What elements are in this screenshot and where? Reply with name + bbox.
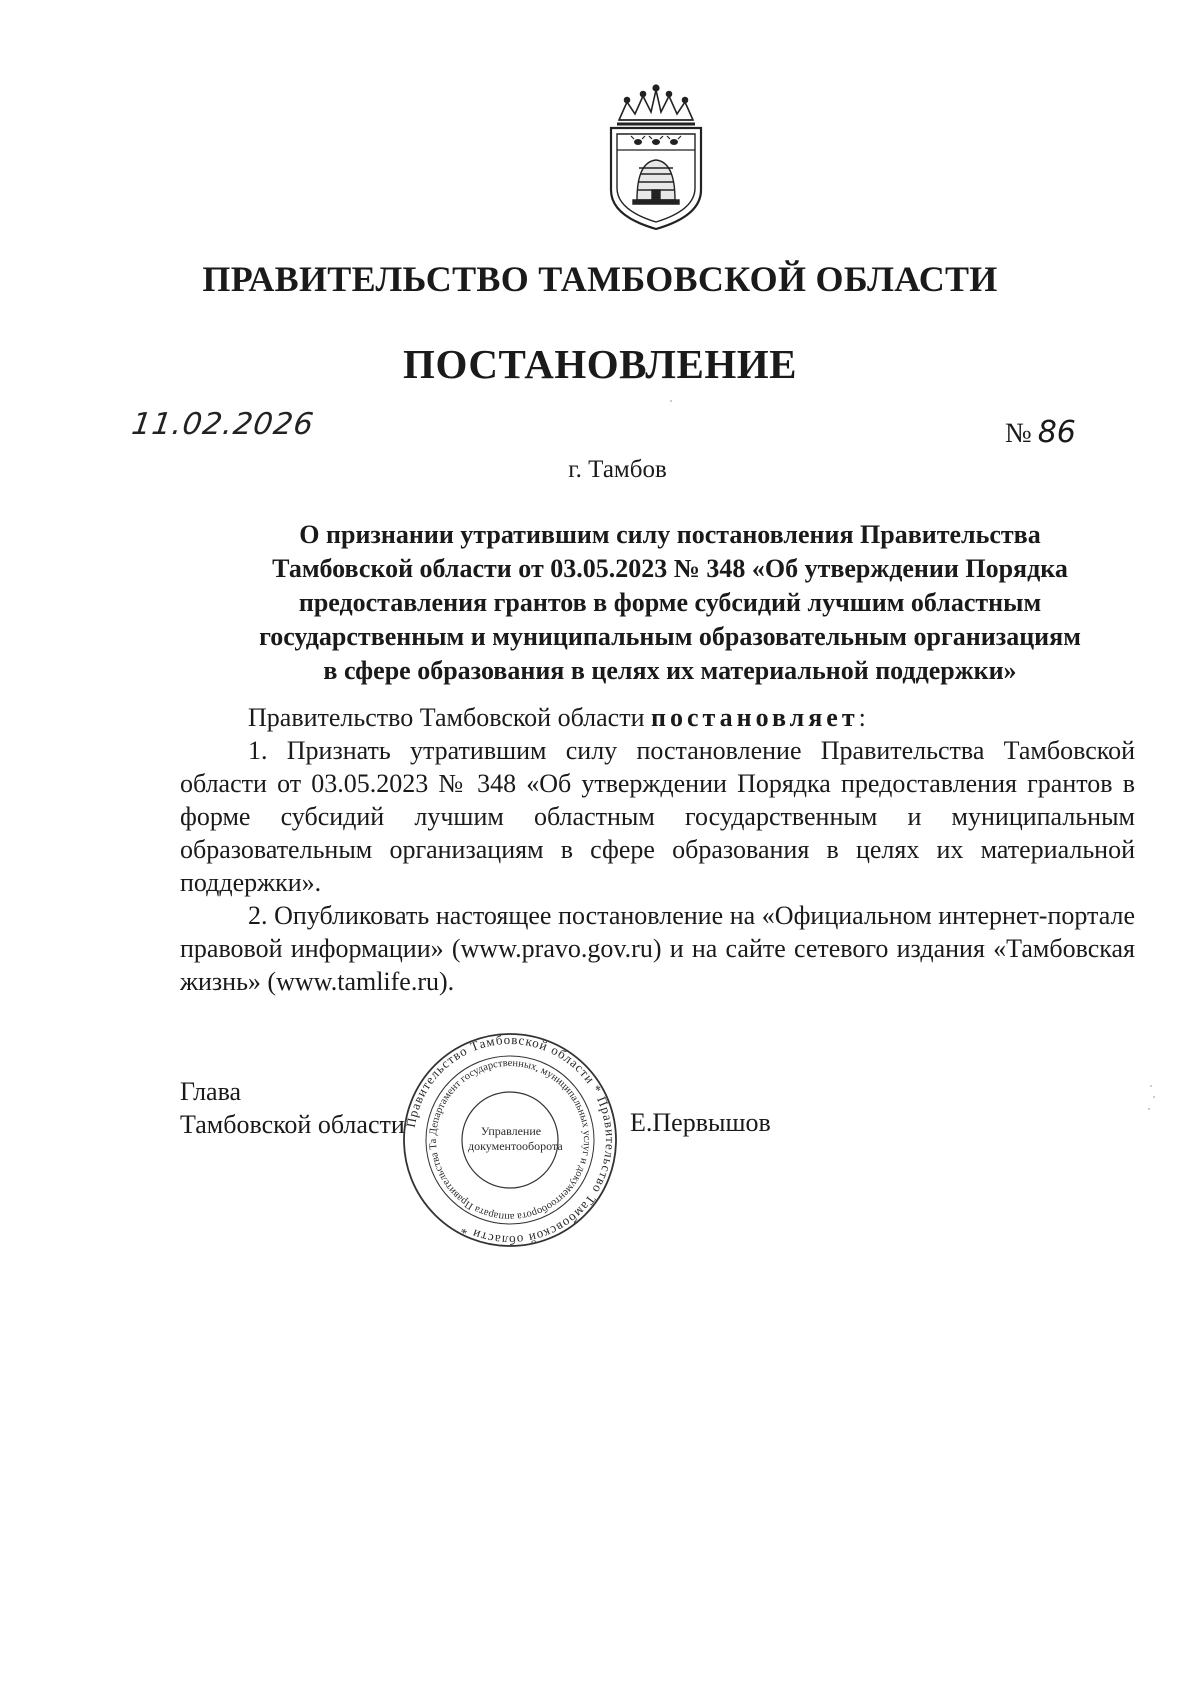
scan-speck: [1153, 1096, 1155, 1098]
number-value-handwritten: 86: [1037, 415, 1076, 450]
signature-title: [180, 1075, 405, 1141]
resolution-item-1: 1. Признать утратившим силу постановление Правительства Тамбовской области от 03.05.2023 № 348 «Об утверждении Порядка предоставления грантов в форме субсидий лучшим областным государственным и муниципальным образовательным организациям в сфере образования в целях их материальной поддержки».: [180, 736, 1135, 897]
preamble-verb: постановляет: [651, 703, 859, 732]
organization-title: ПРАВИТЕЛЬСТВО ТАМБОВСКОЙ ОБЛАСТИ: [202, 259, 998, 299]
resolution-item-2: 2. Опубликовать настоящее постановление на «Официальном интернет-портале правовой информации» (www.pravo.gov.ru) и на сайте сетевого издания «Тамбовская жизнь» (www.tamlife.ru).: [180, 901, 1135, 996]
subject-line: Тамбовской области от 03.05.2023 № 348 «Об утверждении Порядка: [272, 554, 1068, 583]
city-line: г. Тамбов: [568, 456, 667, 483]
signature-title-line: Тамбовской области: [180, 1110, 405, 1139]
subject-line: предоставления грантов в форме субсидий лучшим областным: [298, 588, 1042, 617]
preamble-colon: :: [858, 703, 866, 732]
document-date-handwritten: 11.02.2026: [129, 407, 317, 442]
scan-speck: [670, 400, 672, 402]
preamble: [180, 701, 1135, 734]
subject-line: О признании утратившим силу постановления Правительства: [299, 520, 1041, 549]
signer-name: Е.Первышов: [630, 1108, 771, 1137]
number-sign: №: [1005, 418, 1032, 449]
stamp-outer-text: Правительство Тамбовской области * Правительство Тамбовской области *: [402, 1031, 619, 1249]
stamp-inner-text: Департамент государственных, муниципальных услуг и документооборота аппарата Правительства Та: [427, 1057, 593, 1223]
signature-title-line: Глава: [180, 1077, 242, 1106]
subject-line: государственным и муниципальным образовательным организациям: [259, 622, 1081, 651]
document-number: [1005, 415, 1076, 450]
preamble-text: Правительство Тамбовской области: [248, 703, 651, 732]
stamp-center-text: Управление документооборота: [468, 1124, 563, 1153]
subject-line: в сфере образования в целях их материальной поддержки»: [323, 656, 1017, 685]
document-subject: [190, 518, 1150, 688]
scan-speck: [1150, 1085, 1152, 1087]
official-stamp: [400, 1030, 620, 1250]
document-type-heading: ПОСТАНОВЛЕНИЕ: [403, 341, 797, 387]
tambov-coat-of-arms-icon: [605, 84, 707, 232]
document-body: [180, 701, 1135, 998]
scan-speck: [1148, 1108, 1150, 1110]
